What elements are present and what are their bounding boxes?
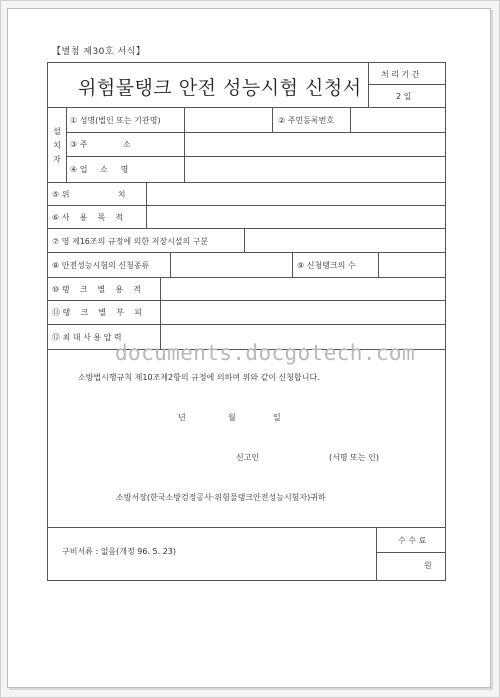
field-name-label: ① 성명(법인 또는 기관명) bbox=[70, 116, 161, 125]
addressee: 소방서장(한국소방검정공사·위험물탱크안전성능시험자)귀하 bbox=[116, 493, 326, 502]
rows1012-divider bbox=[160, 277, 161, 349]
table-right-border bbox=[445, 62, 446, 581]
form-title: 위험물탱크 안전 성능시험 신청서 bbox=[78, 77, 362, 99]
field-tank-count-label: ⑨ 신청탱크의 수 bbox=[297, 261, 356, 270]
applicant-label: 신고인 bbox=[236, 453, 260, 462]
resident-label-right bbox=[350, 107, 351, 132]
row-line-9 bbox=[47, 324, 446, 325]
row-line-3 bbox=[47, 182, 446, 183]
field-tank-capacity-label: ⑩ 탱 크 별 용 적 bbox=[52, 285, 142, 294]
table-bottom-border bbox=[47, 580, 446, 581]
watermark: documents.docgotech.com bbox=[115, 341, 415, 365]
row-line-5 bbox=[47, 228, 446, 229]
field-address-label: ③ 주 소 bbox=[70, 140, 131, 149]
fee-unit: 원 bbox=[424, 561, 432, 570]
date-day: 일 bbox=[273, 413, 281, 422]
row-line-1 bbox=[66, 132, 446, 133]
processing-period-label: 처 리 기 간 bbox=[381, 70, 420, 79]
field-max-pressure-label: ⑫ 최 대 사 용 압 력 bbox=[52, 333, 122, 342]
field-purpose-label: ⑥ 사 용 목 적 bbox=[52, 213, 124, 222]
applicant-group-divider bbox=[66, 107, 67, 182]
field-resident-no-label: ② 주민등록번호 bbox=[278, 116, 335, 125]
row9-label-left bbox=[292, 252, 293, 277]
title-row-bottom bbox=[47, 107, 446, 108]
row9-label-right bbox=[378, 252, 379, 277]
row-line-4 bbox=[47, 205, 446, 206]
resident-label-left bbox=[272, 107, 273, 132]
row-line-6 bbox=[47, 252, 446, 253]
period-split bbox=[368, 84, 446, 85]
field-test-type-label: ⑧ 안전성능시험의 신청종류 bbox=[52, 261, 150, 270]
fee-divider bbox=[376, 527, 377, 581]
row7-divider bbox=[244, 228, 245, 252]
applicant-group-label: 설 치 자 bbox=[53, 127, 61, 164]
applicant-value-divider bbox=[184, 107, 185, 182]
fee-split bbox=[376, 552, 446, 553]
date-month: 월 bbox=[228, 413, 236, 422]
field-storage-class-label: ⑦ 영 제16조의 규정에 의한 저장시설의 구분 bbox=[52, 237, 209, 246]
date-year: 년 bbox=[178, 413, 186, 422]
row-line-2 bbox=[66, 156, 446, 157]
fee-label: 수 수 료 bbox=[398, 536, 427, 545]
row-line-7 bbox=[47, 277, 446, 278]
attachments-note: 구비서류 : 없음(개정 96. 5. 23) bbox=[62, 547, 177, 556]
field-business-label: ④ 업 소 명 bbox=[70, 165, 129, 174]
application-statement: 소방법시행규칙 제10조제2항의 규정에 의하여 위와 같이 신청합니다. bbox=[78, 373, 320, 382]
field-tank-parts-label: ⑪ 탱 크 별 부 피 bbox=[52, 308, 142, 317]
signature-label: (서명 또는 인) bbox=[329, 453, 379, 462]
footer-top-line bbox=[47, 527, 446, 528]
field-location-label: ⑤ 위 치 bbox=[52, 190, 126, 199]
processing-period-value: 2 일 bbox=[396, 92, 412, 101]
annex-label: 【별첨 제30호 서식】 bbox=[52, 47, 146, 57]
table-top-border bbox=[47, 62, 446, 63]
row8-divider bbox=[170, 252, 171, 277]
row-line-8 bbox=[47, 300, 446, 301]
table-left-border bbox=[47, 62, 48, 581]
